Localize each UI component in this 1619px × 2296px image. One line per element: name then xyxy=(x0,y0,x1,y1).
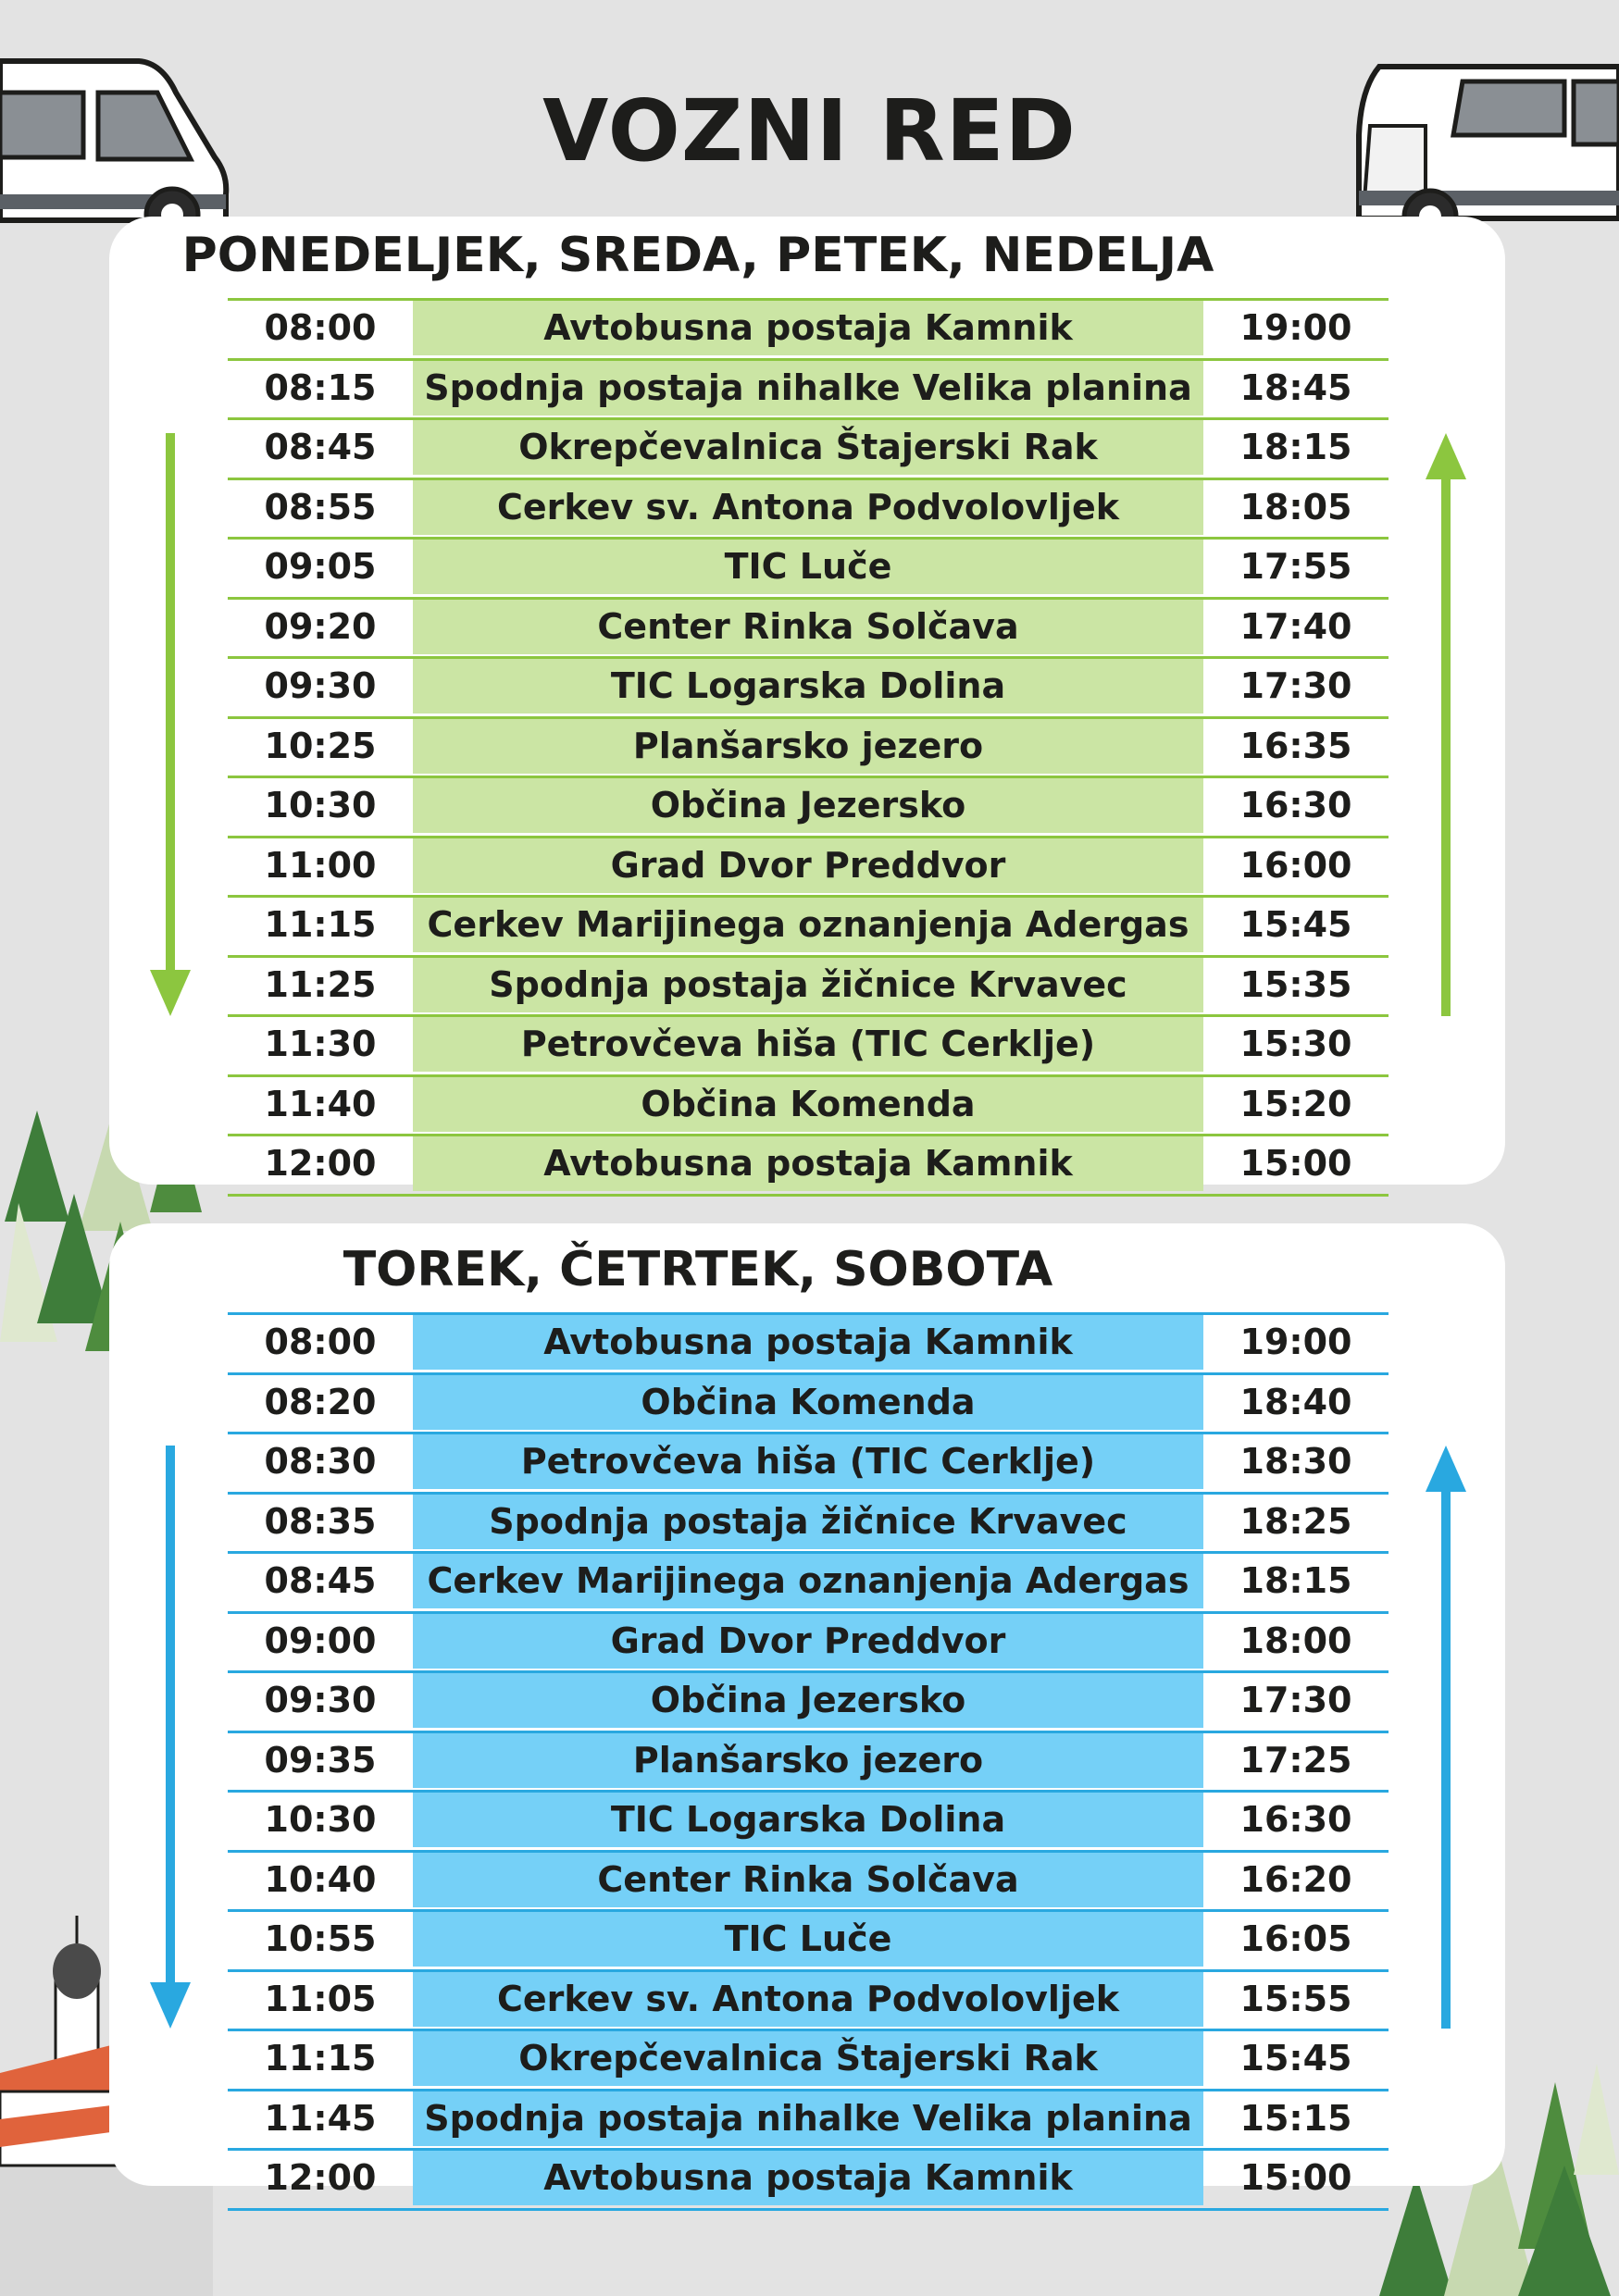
return-time: 18:25 xyxy=(1239,1500,1352,1542)
departure-time: 08:20 xyxy=(264,1381,377,1422)
stop-name: Avtobusna postaja Kamnik xyxy=(413,1315,1203,1370)
stop-name: TIC Luče xyxy=(413,1912,1203,1967)
schedule-2-table xyxy=(228,1312,1389,2211)
return-time: 16:20 xyxy=(1239,1858,1352,1900)
return-time: 15:55 xyxy=(1239,1978,1352,2019)
return-time: 15:45 xyxy=(1239,904,1352,945)
return-time: 16:00 xyxy=(1239,844,1352,886)
stop-name: Planšarsko jezero xyxy=(413,719,1203,774)
departure-time: 11:40 xyxy=(264,1083,377,1124)
schedule-1-table xyxy=(228,298,1389,1197)
departure-time: 08:45 xyxy=(264,427,377,467)
table-row xyxy=(228,716,1389,776)
table-row xyxy=(228,537,1389,597)
return-time: 16:30 xyxy=(1239,785,1352,825)
departure-time: 11:15 xyxy=(264,2038,377,2079)
table-row xyxy=(228,417,1389,478)
departure-time: 09:20 xyxy=(264,605,377,647)
green-down-arrow-icon xyxy=(150,433,191,1016)
stop-name: Avtobusna postaja Kamnik xyxy=(413,301,1203,355)
return-time: 17:30 xyxy=(1239,665,1352,706)
departure-time: 10:55 xyxy=(264,1918,377,1959)
table-row xyxy=(228,1014,1389,1074)
stop-name: TIC Logarska Dolina xyxy=(413,1793,1203,1847)
return-time: 18:40 xyxy=(1239,1381,1352,1422)
stop-name: Cerkev sv. Antona Podvolovljek xyxy=(413,1972,1203,2027)
stop-name: Avtobusna postaja Kamnik xyxy=(413,1136,1203,1191)
departure-time: 10:25 xyxy=(264,725,377,766)
return-time: 16:30 xyxy=(1239,1799,1352,1840)
return-time: 18:15 xyxy=(1239,427,1352,467)
stop-name: Okrepčevalnica Štajerski Rak xyxy=(413,2031,1203,2086)
table-row xyxy=(228,1611,1389,1671)
departure-time: 12:00 xyxy=(264,2157,377,2198)
table-row xyxy=(228,1551,1389,1611)
departure-time: 11:30 xyxy=(264,1024,377,1064)
departure-time: 08:00 xyxy=(264,307,377,348)
return-time: 18:05 xyxy=(1239,486,1352,527)
table-row xyxy=(228,1372,1389,1433)
stop-name: Občina Komenda xyxy=(413,1077,1203,1132)
table-row xyxy=(228,1790,1389,1850)
departure-time: 11:45 xyxy=(264,2097,377,2139)
stop-name: Občina Jezersko xyxy=(413,1673,1203,1728)
return-time: 18:15 xyxy=(1239,1560,1352,1601)
table-row xyxy=(228,776,1389,836)
table-row xyxy=(228,358,1389,418)
return-time: 17:40 xyxy=(1239,605,1352,647)
departure-time: 11:15 xyxy=(264,904,377,945)
table-row xyxy=(228,597,1389,657)
stop-name: Grad Dvor Preddvor xyxy=(413,838,1203,893)
stop-name: Avtobusna postaja Kamnik xyxy=(413,2151,1203,2205)
stop-name: TIC Logarska Dolina xyxy=(413,659,1203,714)
table-row xyxy=(228,298,1389,358)
stop-name: Petrovčeva hiša (TIC Cerklje) xyxy=(413,1434,1203,1489)
return-time: 15:00 xyxy=(1239,1143,1352,1184)
return-time: 17:25 xyxy=(1239,1739,1352,1781)
return-time: 19:00 xyxy=(1239,1322,1352,1362)
return-time: 15:35 xyxy=(1239,963,1352,1005)
return-time: 15:30 xyxy=(1239,1024,1352,1064)
table-row xyxy=(228,2029,1389,2089)
stop-name: Okrepčevalnica Štajerski Rak xyxy=(413,420,1203,475)
return-time: 18:00 xyxy=(1239,1620,1352,1661)
stop-name: Občina Komenda xyxy=(413,1375,1203,1430)
return-time: 15:15 xyxy=(1239,2097,1352,2139)
stop-name: Center Rinka Solčava xyxy=(413,600,1203,654)
table-row xyxy=(228,1432,1389,1492)
return-time: 19:00 xyxy=(1239,307,1352,348)
return-time: 16:05 xyxy=(1239,1918,1352,1959)
table-row xyxy=(228,1850,1389,1910)
table-row xyxy=(228,478,1389,538)
departure-time: 09:00 xyxy=(264,1620,377,1661)
departure-time: 09:30 xyxy=(264,665,377,706)
table-row xyxy=(228,955,1389,1015)
stop-name: Cerkev Marijinega oznanjenja Adergas xyxy=(413,1554,1203,1608)
departure-time: 08:55 xyxy=(264,486,377,527)
table-row xyxy=(228,656,1389,716)
stop-name: Planšarsko jezero xyxy=(413,1733,1203,1788)
table-row xyxy=(228,2148,1389,2211)
stop-name: Spodnja postaja žičnice Krvavec xyxy=(413,1495,1203,1549)
departure-time: 10:40 xyxy=(264,1858,377,1900)
departure-time: 09:35 xyxy=(264,1739,377,1781)
departure-time: 08:45 xyxy=(264,1560,377,1601)
green-up-arrow-icon xyxy=(1426,433,1466,1016)
stop-name: Cerkev sv. Antona Podvolovljek xyxy=(413,480,1203,535)
departure-time: 10:30 xyxy=(264,1799,377,1840)
departure-time: 08:15 xyxy=(264,366,377,408)
departure-time: 08:30 xyxy=(264,1441,377,1482)
departure-time: 08:35 xyxy=(264,1500,377,1542)
table-row xyxy=(228,1969,1389,2029)
departure-time: 10:30 xyxy=(264,785,377,825)
stop-name: Cerkev Marijinega oznanjenja Adergas xyxy=(413,898,1203,952)
table-row xyxy=(228,1312,1389,1372)
return-time: 15:45 xyxy=(1239,2038,1352,2079)
departure-time: 09:05 xyxy=(264,546,377,587)
departure-time: 12:00 xyxy=(264,1143,377,1184)
return-time: 18:45 xyxy=(1239,366,1352,408)
blue-down-arrow-icon xyxy=(150,1446,191,2029)
stop-name: Center Rinka Solčava xyxy=(413,1853,1203,1907)
departure-time: 11:00 xyxy=(264,844,377,886)
schedule-2-days: TOREK, ČETRTEK, SOBOTA xyxy=(342,1242,1053,1297)
table-row xyxy=(228,1492,1389,1552)
table-row xyxy=(228,1670,1389,1731)
blue-up-arrow-icon xyxy=(1426,1446,1466,2029)
return-time: 16:35 xyxy=(1239,725,1352,766)
stop-name: Grad Dvor Preddvor xyxy=(413,1614,1203,1669)
table-row xyxy=(228,1134,1389,1197)
return-time: 17:30 xyxy=(1239,1680,1352,1720)
table-row xyxy=(228,836,1389,896)
departure-time: 09:30 xyxy=(264,1680,377,1720)
stop-name: Občina Jezersko xyxy=(413,778,1203,833)
stop-name: TIC Luče xyxy=(413,540,1203,594)
table-row xyxy=(228,1909,1389,1969)
schedule-1-days: PONEDELJEK, SREDA, PETEK, NEDELJA xyxy=(181,228,1214,283)
page-title: VOZNI RED xyxy=(542,81,1077,180)
table-row xyxy=(228,1731,1389,1791)
stop-name: Spodnja postaja nihalke Velika planina xyxy=(413,2091,1203,2146)
stop-name: Petrovčeva hiša (TIC Cerklje) xyxy=(413,1017,1203,1072)
return-time: 17:55 xyxy=(1239,546,1352,587)
table-row xyxy=(228,1074,1389,1135)
departure-time: 11:25 xyxy=(264,963,377,1005)
stop-name: Spodnja postaja nihalke Velika planina xyxy=(413,361,1203,416)
return-time: 15:20 xyxy=(1239,1083,1352,1124)
departure-time: 11:05 xyxy=(264,1978,377,2019)
table-row xyxy=(228,2089,1389,2149)
table-row xyxy=(228,895,1389,955)
stop-name: Spodnja postaja žičnice Krvavec xyxy=(413,958,1203,1012)
return-time: 18:30 xyxy=(1239,1441,1352,1482)
return-time: 15:00 xyxy=(1239,2157,1352,2198)
departure-time: 08:00 xyxy=(264,1322,377,1362)
